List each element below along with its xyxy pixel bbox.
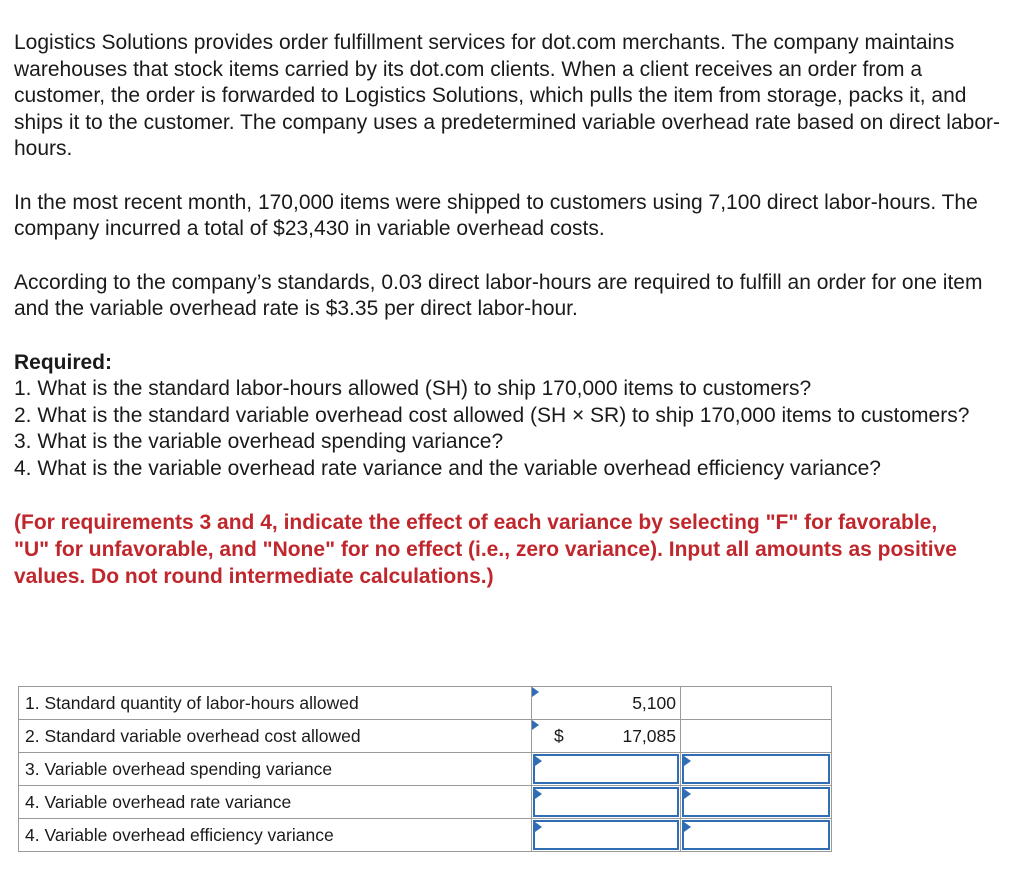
standards-paragraph: According to the company’s standards, 0.03 direct labor-hours are required to fulfill an order for one item and the variable overhead rate is $3.35 per direct labor-hour. bbox=[14, 270, 983, 320]
empty-cell bbox=[681, 687, 832, 720]
answer-row-standard-cost bbox=[19, 720, 832, 753]
answer-row-efficiency-variance bbox=[19, 819, 832, 852]
input-flag-icon bbox=[532, 720, 539, 730]
monthly-data-paragraph: In the most recent month, 170,000 items were shipped to customers using 7,100 direct labor-hours. The company incurred a total of $23,430 in variable overhead costs. bbox=[14, 190, 978, 240]
rate-variance-effect-select[interactable] bbox=[681, 786, 832, 819]
required-heading: Required: bbox=[14, 350, 113, 374]
standard-hours-input[interactable] bbox=[532, 687, 681, 720]
input-flag-icon bbox=[535, 756, 542, 766]
answer-table bbox=[18, 686, 832, 852]
dropdown-flag-icon bbox=[684, 756, 691, 766]
rate-variance-input[interactable] bbox=[532, 786, 681, 819]
required-item-3: 3. What is the variable overhead spending variance? bbox=[14, 430, 504, 453]
row-label: 3. Variable overhead spending variance bbox=[19, 753, 532, 786]
spending-variance-effect-select[interactable] bbox=[681, 753, 832, 786]
row-label: 4. Variable overhead efficiency variance bbox=[19, 819, 532, 852]
row-label: 1. Standard quantity of labor-hours allowed bbox=[19, 687, 532, 720]
answer-row-spending-variance bbox=[19, 753, 832, 786]
required-list bbox=[14, 376, 1004, 482]
row-label: 2. Standard variable overhead cost allowed bbox=[19, 720, 532, 753]
spending-variance-input[interactable] bbox=[532, 753, 681, 786]
required-item-2: 2. What is the standard variable overhead cost allowed (SH × SR) to ship 170,000 items to customers? bbox=[14, 403, 970, 427]
standard-cost-input[interactable] bbox=[532, 720, 681, 753]
dropdown-flag-icon bbox=[684, 789, 691, 799]
input-flag-icon bbox=[535, 822, 542, 832]
efficiency-variance-effect-select[interactable] bbox=[681, 819, 832, 852]
efficiency-variance-input[interactable] bbox=[532, 819, 681, 852]
input-flag-icon bbox=[535, 789, 542, 799]
answer-row-rate-variance bbox=[19, 786, 832, 819]
currency-symbol: $ bbox=[554, 726, 564, 746]
empty-cell bbox=[681, 720, 832, 753]
input-value: 5,100 bbox=[632, 693, 676, 713]
intro-paragraph: Logistics Solutions provides order fulfillment services for dot.com merchants. The company maintains warehouses that stock items carried by its dot.com clients. When a client receives an order from a customer, the order is forwarded to Logistics Solutions, which pulls the item from storage, packs it, and ships it to the customer. The company uses a predetermined variable overhead rate based on direct labor-hours. bbox=[14, 31, 1000, 160]
problem-content bbox=[14, 30, 1004, 590]
input-value: 17,085 bbox=[622, 726, 676, 746]
row-label: 4. Variable overhead rate variance bbox=[19, 786, 532, 819]
required-item-4: 4. What is the variable overhead rate variance and the variable overhead efficiency variance? bbox=[14, 456, 881, 480]
required-item-1: 1. What is the standard labor-hours allowed (SH) to ship 170,000 items to customers? bbox=[14, 377, 812, 400]
instruction-note: (For requirements 3 and 4, indicate the effect of each variance by selecting "F" for favorable, "U" for unfavorable, and "None" for no effect (i.e., zero variance). Input all amounts as positive values. Do not round intermediate calculations.) bbox=[14, 511, 957, 588]
dropdown-flag-icon bbox=[684, 822, 691, 832]
input-flag-icon bbox=[532, 687, 539, 697]
answer-row-standard-hours bbox=[19, 687, 832, 720]
